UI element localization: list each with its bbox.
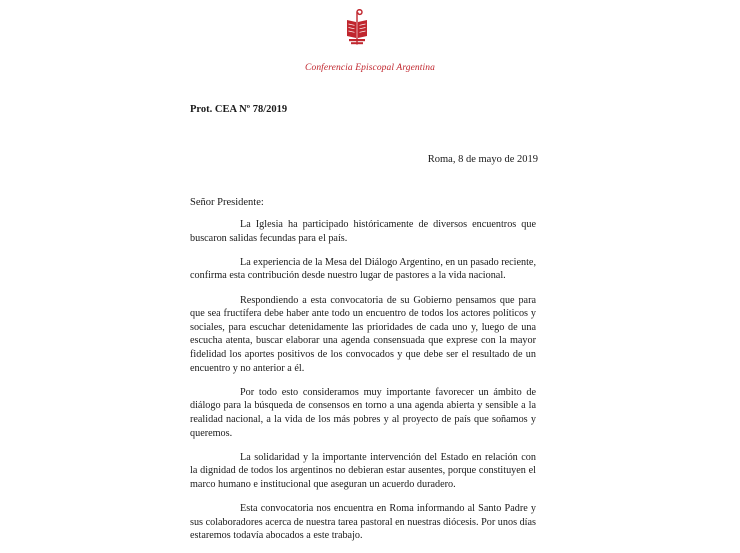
protocol-number: Prot. CEA Nº 78/2019	[190, 104, 288, 115]
paragraph-2: La experiencia de la Mesa del Diálogo Argentino, en un pasado reciente, confirma esta contribución desde nuestro lugar de pastores a la vida nacional.	[190, 256, 536, 282]
episcopal-crest-icon	[344, 8, 370, 46]
letter-date: Roma, 8 de mayo de 2019	[427, 154, 538, 165]
paragraph-3: Respondiendo a esta convocatoria de su Gobierno pensamos que para que sea fructífera debe haber ante todo un encuentro de todos los actores políticos y sociales, para escuchar detenidamente las prioridades de cada uno y, luego de una escucha atenta, buscar elaborar una agenda consensuada que exprese con la mayor fidelidad los aportes positivos de los convocados y que debe ser el resultado de un encuentro y no anterior a él.	[190, 294, 536, 374]
paragraph-6: Esta convocatoria nos encuentra en Roma informando al Santo Padre y sus colaboradores acerca de nuestra tarea pastoral en nuestras diócesis. Por unos días estaremos todavía abocados a este trabajo.	[190, 503, 536, 542]
paragraph-1: La Iglesia ha participado históricamente de diversos encuentros que buscaron salidas fecundas para el país.	[190, 219, 536, 244]
organization-name: Conferencia Episcopal Argentina	[305, 63, 435, 73]
paragraph-5: La solidaridad y la importante intervención del Estado en relación con la dignidad de todos los argentinos no debieran estar ausentes, porque constituyen el marco humano e institucional que aseguran un acuerdo duradero.	[190, 451, 536, 490]
letter-body	[190, 218, 536, 553]
salutation: Señor Presidente:	[190, 197, 264, 208]
paragraph-4: Por todo esto consideramos muy importante favorecer un ámbito de diálogo para la búsqueda de consensos en torno a una agenda abierta y sensible a la realidad nacional, a la vida de los más pobres y al proyecto de país que soñamos y queremos.	[190, 386, 536, 439]
